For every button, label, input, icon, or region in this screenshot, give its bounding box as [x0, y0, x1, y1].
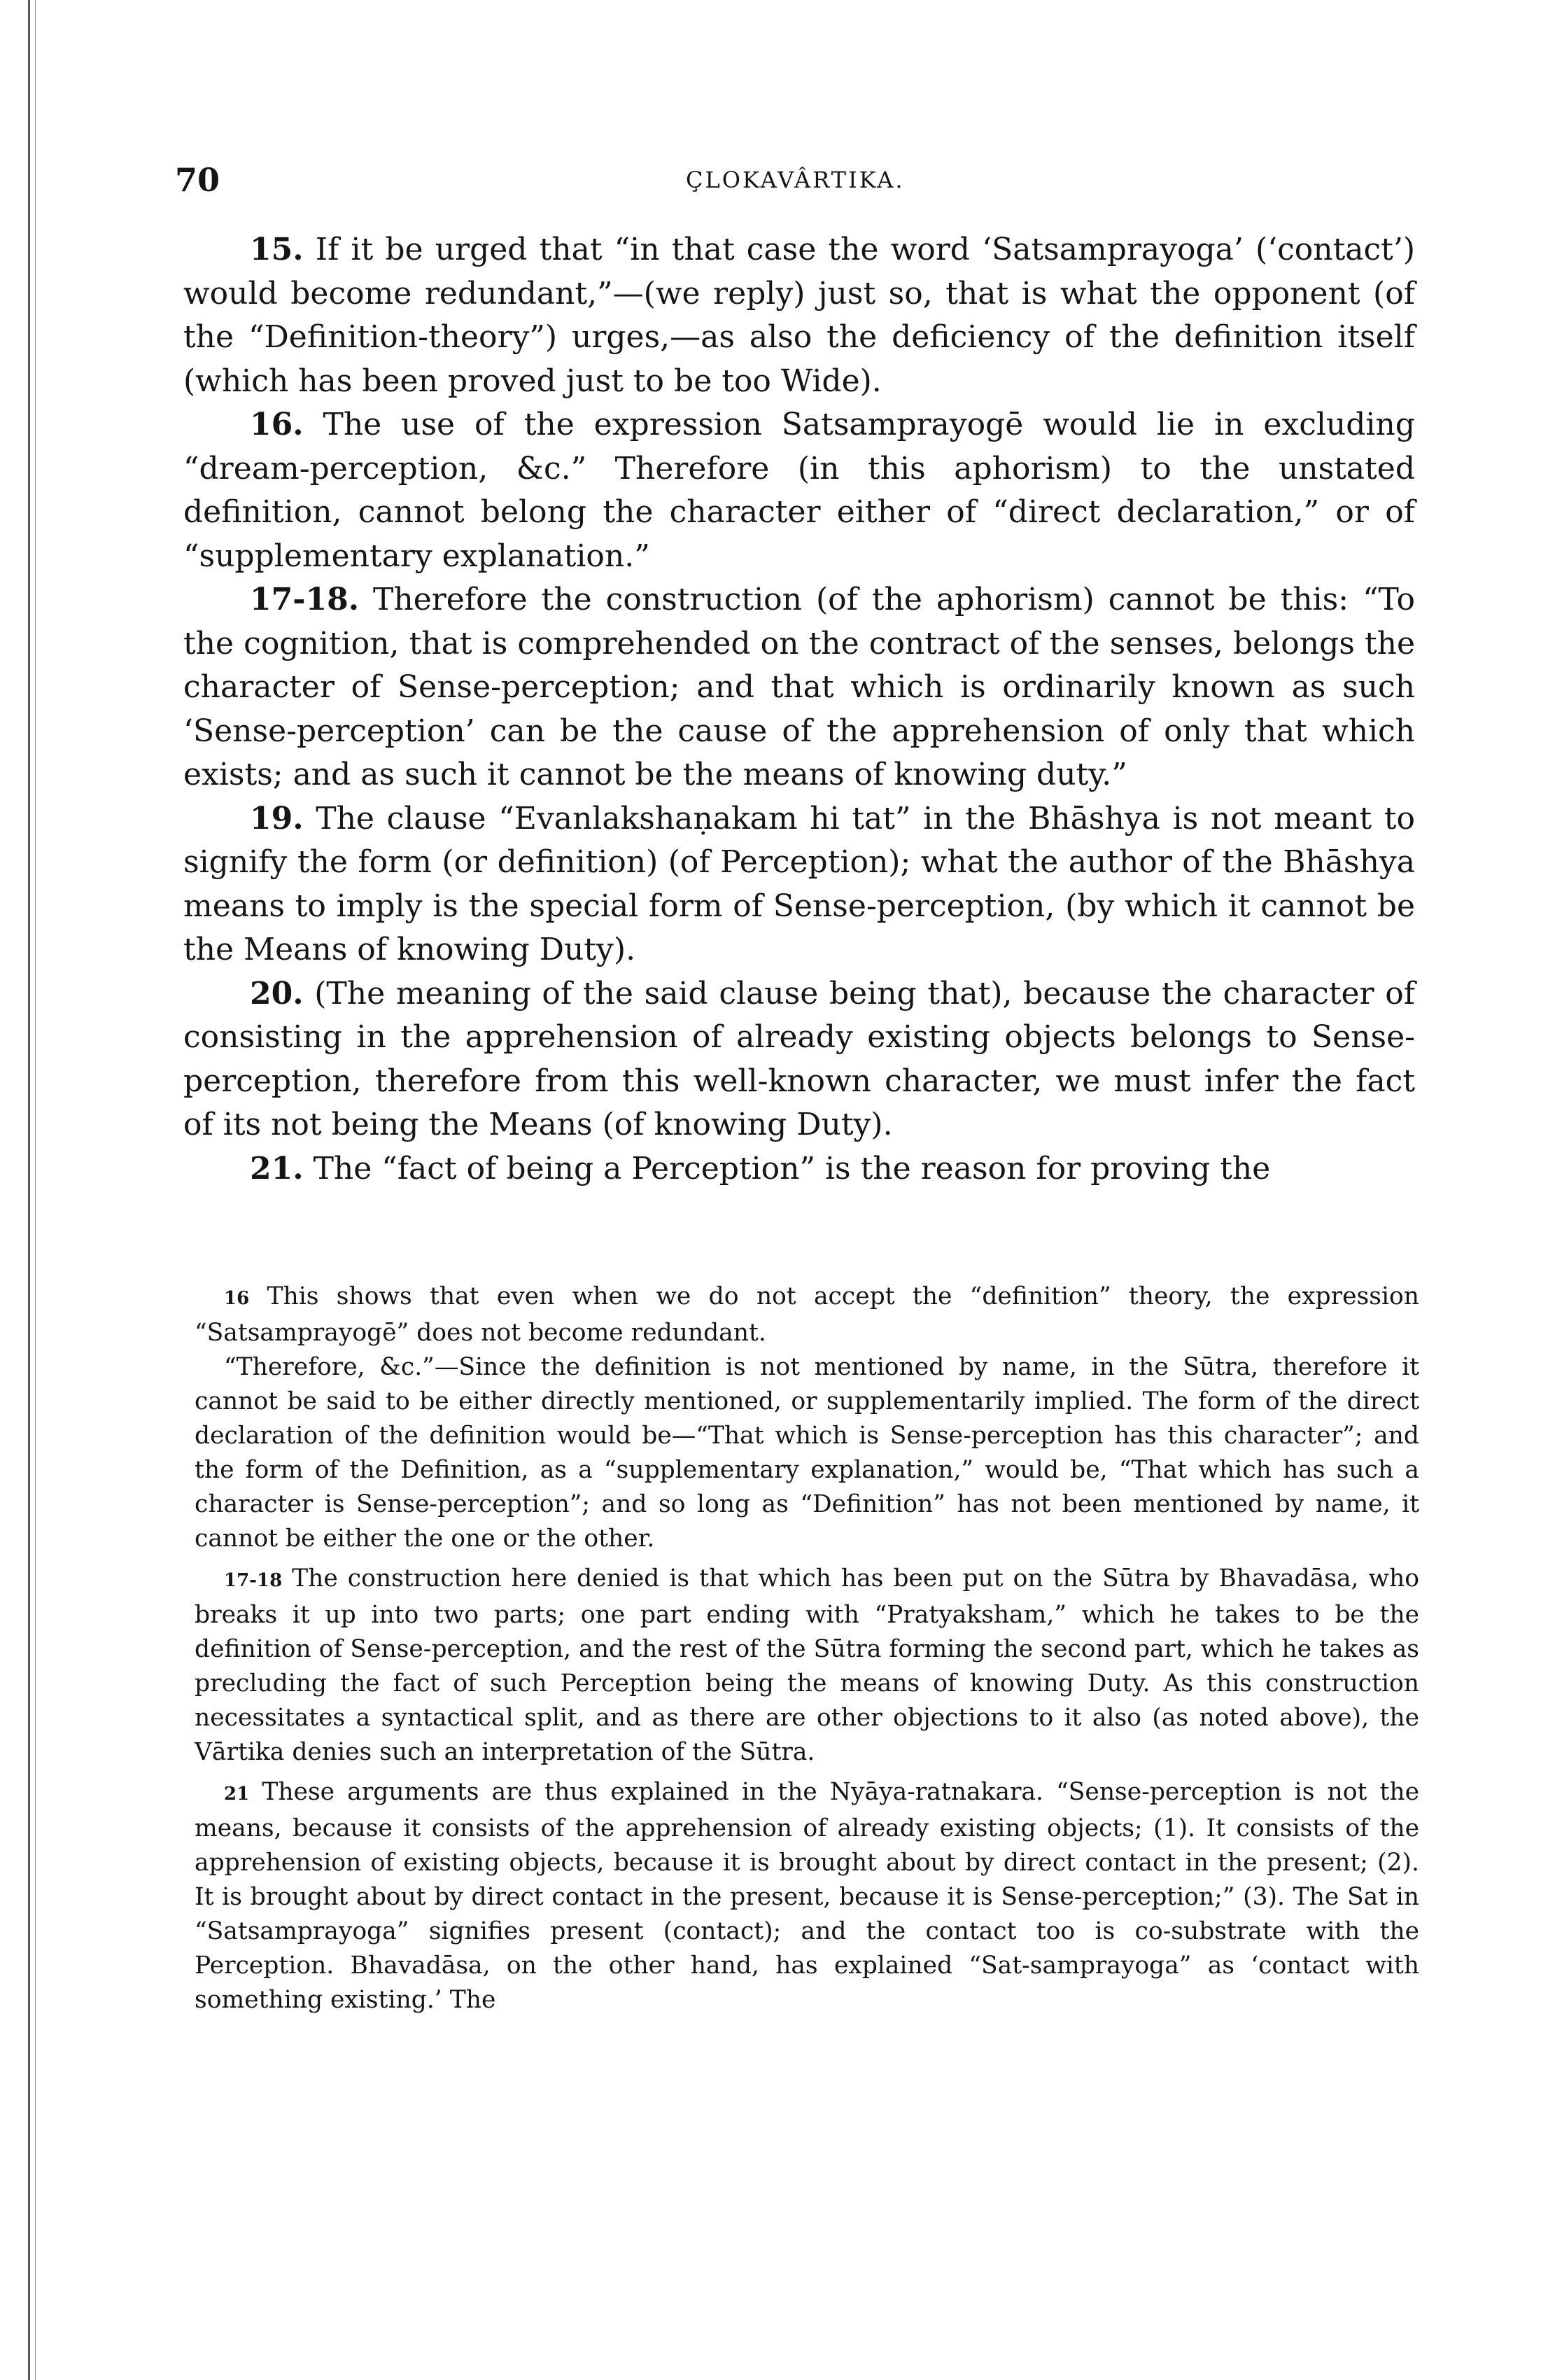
footnote-text: “Therefore, &c.”—Since the definition is not mentioned by name, in the Sūtra, therefore it cannot be said to be either directly mentioned, or supplementarily implied. The form of the direct declaration of the definition would be—“That which is Sense-perception has this character”; and the form of the Definition, as a “supplementary explanation,” would be, “That which has such a character is Sense-perception”; and so long as “Definition” has not been mentioned by name, it cannot be either the one or the other.: [195, 1353, 1419, 1553]
footnote-17-18: [195, 1562, 1419, 1770]
footnote-number: 17-18: [224, 1570, 283, 1591]
scan-edge-line-inner: [35, 0, 36, 2380]
paragraph-text: If it be urged that “in that case the word ‘Satsamprayoga’ (‘contact’) would become redundant,”—(we reply) just so, that is what the opponent (of the “Definition-theory”) urges,—as also the deficiency of the definition itself (which has been proved just to be too Wide).: [183, 232, 1415, 399]
page-header: [175, 161, 1421, 203]
paragraph-16: [183, 403, 1415, 578]
paragraph-number: 15.: [250, 232, 304, 267]
paragraph-15: [183, 228, 1415, 403]
paragraph-19: [183, 797, 1415, 972]
paragraph-number: 16.: [250, 407, 304, 442]
paragraph-text: Therefore the construction (of the aphorism) cannot be this: “To the cognition, that is comprehended on the contract of the senses, belongs the character of Sense-perception; and that which is ordinarily known as such ‘Sense-perception’ can be the cause of the apprehension of only that which exists; and as such it cannot be the means of knowing duty.”: [183, 582, 1415, 792]
footnotes: [195, 1280, 1419, 2017]
paragraph-text: The use of the expression Satsamprayogē would lie in excluding “dream-perception, &c.” Therefore (in this aphorism) to the unstated definition, cannot belong the character either of “direct declaration,” or of “supplementary explanation.”: [183, 407, 1415, 574]
footnote-text: The construction here denied is that which has been put on the Sūtra by Bhavadāsa, who breaks it up into two parts; one part ending with “Pratyaksham,” which he takes to be the definition of Sense-perception, and the rest of the Sūtra forming the second part, which he takes as precluding the fact of such Perception being the means of knowing Duty. As this construction necessitates a syntactical split, and as there are other objections to it also (as noted above), the Vārtika denies such an interpretation of the Sūtra.: [195, 1564, 1419, 1766]
paragraph-number: 20.: [250, 975, 304, 1011]
main-text: [183, 228, 1415, 1191]
page-number: 70: [175, 161, 220, 199]
footnote-text: This shows that even when we do not accept the “definition” theory, the expression “Satsamprayogē” does not become redundant.: [195, 1282, 1419, 1347]
footnote-number: 16: [224, 1288, 250, 1309]
paragraph-text: The clause “Evanlakshaṇakam hi tat” in the Bhāshya is not meant to signify the form (or definition) (of Perception); what the author of the Bhāshya means to imply is the special form of Sense-perception, (by which it cannot be the Means of knowing Duty).: [183, 800, 1415, 967]
paragraph-number: 19.: [250, 800, 304, 836]
paragraph-21: [183, 1147, 1415, 1191]
paragraph-number: 21.: [250, 1150, 304, 1186]
scan-edge-line: [28, 0, 30, 2380]
footnote-text: These arguments are thus explained in the Nyāya-ratnakara. “Sense-perception is not the means, because it consists of the apprehension of already existing objects; (1). It consists of the apprehension of existing objects, because it is brought about by direct contact in the present; (2). It is brought about by direct contact in the present, because it is Sense-perception;” (3). The Sat in “Satsamprayoga” signifies present (contact); and the contact too is co-substrate with the Perception. Bhavadāsa, on the other hand, has explained “Sat-samprayoga” as ‘contact with something existing.’ The: [195, 1778, 1420, 2014]
paragraph-text: The “fact of being a Perception” is the reason for proving the: [313, 1150, 1271, 1186]
paragraph-17-18: [183, 578, 1415, 797]
paragraph-text: (The meaning of the said clause being that), because the character of consisting in the apprehension of already existing objects belongs to Sense-perception, therefore from this well-known character, we must infer the fact of its not being the Means (of knowing Duty).: [183, 975, 1415, 1142]
footnote-16: [195, 1280, 1419, 1350]
paragraph-number: 17-18.: [250, 582, 360, 617]
footnote-21: [195, 1775, 1419, 2017]
running-title: ÇLOKAVÂRTIKA.: [686, 167, 905, 193]
footnote-16-continued: [195, 1350, 1419, 1556]
paragraph-20: [183, 972, 1415, 1147]
footnote-number: 21: [224, 1784, 250, 1805]
